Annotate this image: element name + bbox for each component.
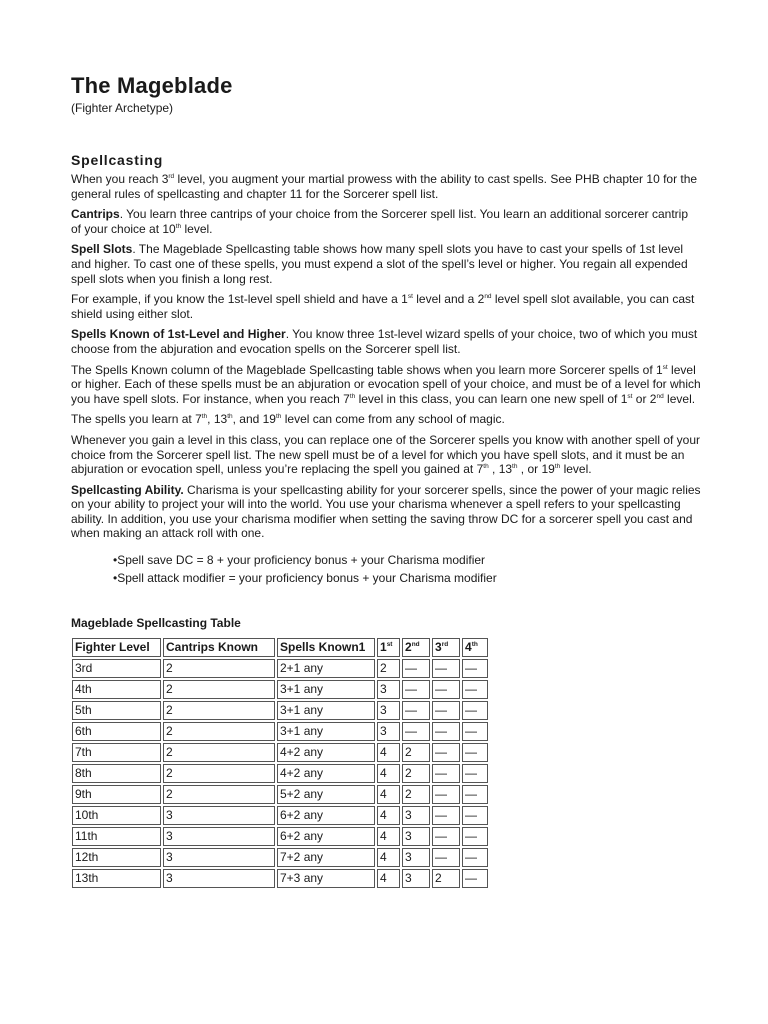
cell-fighter-level: 8th [72,764,161,783]
cell-fighter-level: 3rd [72,659,161,678]
cell-slot-4th: — [462,701,488,720]
cell-spells-known: 3+1 any [277,680,375,699]
header-slot-2nd: 2nd [402,638,430,657]
cell-fighter-level: 5th [72,701,161,720]
cell-slot-4th: — [462,680,488,699]
page-subtitle: (Fighter Archetype) [71,101,174,115]
table-row [72,659,488,678]
cell-slot-1st: 3 [377,701,400,720]
replace-paragraph: Whenever you gain a level in this class, you can replace one of the Sorcerer spells you know with another spell of your choice from the Sorcerer spell list. The new spell must be of a level for which you have spell slots, and it must be an abjuration or evocation spell, unless you’re replacing the spell you gained at 7th , 13th , or 19th level. [71,432,701,477]
cell-slot-1st: 4 [377,785,400,804]
cell-slot-2nd: 2 [402,764,430,783]
cell-spells-known: 6+2 any [277,827,375,846]
cell-spells-known: 4+2 any [277,743,375,762]
cell-slot-2nd: — [402,680,430,699]
cell-cantrips-known: 2 [163,659,275,678]
spellcasting-ability-label: Spellcasting Ability. [71,482,184,497]
example-paragraph: For example, if you know the 1st-level spell shield and have a 1st level and a 2nd level spell slot available, you can cast shield using either slot. [71,292,695,321]
cell-slot-3rd: — [432,785,460,804]
header-spells-known: Spells Known1 [277,638,375,657]
cell-slot-2nd: 3 [402,848,430,867]
spellcasting-ability-paragraph: Spellcasting Ability. Charisma is your spellcasting ability for your sorcerer spells, since the power of your magic relies on your ability to project your will into the world. You use your charisma whenever a spell refers to your spellcasting ability. In addition, you use your charisma modifier when setting the saving throw DC for a sorcerer spell you cast and when making an attack roll with one. [71,482,701,541]
cell-slot-2nd: — [402,659,430,678]
cell-cantrips-known: 2 [163,785,275,804]
cell-slot-1st: 4 [377,827,400,846]
cell-spells-known: 3+1 any [277,722,375,741]
table-header-row [72,638,488,657]
intro-paragraph: When you reach 3rd level, you augment your martial prowess with the ability to cast spells. See PHB chapter 10 for the general rules of spellcasting and chapter 11 for the Sorcerer spell list. [71,172,698,201]
cell-slot-2nd: 3 [402,869,430,888]
cell-slot-2nd: 3 [402,827,430,846]
cell-slot-4th: — [462,743,488,762]
table-row [72,848,488,867]
cell-slot-1st: 4 [377,869,400,888]
cell-spells-known: 3+1 any [277,701,375,720]
table-row [72,785,488,804]
cell-cantrips-known: 3 [163,869,275,888]
table-row [72,743,488,762]
cell-slot-2nd: 2 [402,743,430,762]
cell-cantrips-known: 2 [163,722,275,741]
list-item-save-dc: •Spell save DC = 8 + your proficiency bonus + your Charisma modifier [113,553,486,568]
cell-slot-2nd: 3 [402,806,430,825]
header-cantrips-known: Cantrips Known [163,638,275,657]
cell-spells-known: 7+3 any [277,869,375,888]
cell-slot-4th: — [462,764,488,783]
cell-slot-2nd: — [402,701,430,720]
cantrips-label: Cantrips [71,207,120,222]
spellcasting-table [70,636,490,890]
cell-cantrips-known: 3 [163,827,275,846]
table-row [72,869,488,888]
spells-known-column-paragraph: The Spells Known column of the Mageblade Spellcasting table shows when you learn more Sorcerer spells of 1st level or higher. Each of these spells must be an abjuration or evocation spell of your choice, and must be of a level for which you have spell slots. For instance, when you reach 7th level in this class, you can learn one new spell of 1st or 2nd level. [71,362,701,406]
table-title: Mageblade Spellcasting Table [71,615,241,630]
list-item-attack-modifier: •Spell attack modifier = your proficiency bonus + your Charisma modifier [113,571,497,586]
cell-spells-known: 4+2 any [277,764,375,783]
cell-spells-known: 6+2 any [277,806,375,825]
cell-slot-3rd: — [432,743,460,762]
cell-fighter-level: 11th [72,827,161,846]
cell-slot-1st: 4 [377,764,400,783]
cell-spells-known: 7+2 any [277,848,375,867]
document-page [71,72,701,890]
cell-slot-3rd: — [432,764,460,783]
cell-cantrips-known: 2 [163,743,275,762]
cell-fighter-level: 9th [72,785,161,804]
cell-cantrips-known: 3 [163,806,275,825]
table-row [72,806,488,825]
cell-slot-1st: 3 [377,722,400,741]
cell-slot-3rd: — [432,701,460,720]
cell-slot-3rd: — [432,827,460,846]
cell-slot-1st: 4 [377,848,400,867]
cell-slot-1st: 4 [377,806,400,825]
cell-spells-known: 2+1 any [277,659,375,678]
cell-cantrips-known: 2 [163,680,275,699]
spell-slots-paragraph: Spell Slots. The Mageblade Spellcasting table shows how many spell slots you have to cast your spells of 1st level and higher. To cast one of these spells, you must expend a slot of the spell’s level or higher. You regain all expended spell slots when you finish a long rest. [71,242,688,286]
cell-slot-4th: — [462,869,488,888]
cell-slot-1st: 4 [377,743,400,762]
table-row [72,722,488,741]
cell-slot-3rd: — [432,680,460,699]
cell-slot-4th: — [462,806,488,825]
cell-slot-3rd: — [432,659,460,678]
cell-slot-1st: 3 [377,680,400,699]
spell-slots-label: Spell Slots [71,242,133,257]
spells-known-paragraph: Spells Known of 1st-Level and Higher. You know three 1st-level wizard spells of your choice, two of which you must choose from the abjuration and evocation spells on the Sorcerer spell list. [71,327,698,356]
header-slot-1st: 1st [377,638,400,657]
cell-slot-4th: — [462,827,488,846]
header-fighter-level: Fighter Level [72,638,161,657]
table-row [72,827,488,846]
cell-slot-3rd: — [432,848,460,867]
cell-fighter-level: 7th [72,743,161,762]
cell-fighter-level: 10th [72,806,161,825]
section-heading-spellcasting: Spellcasting [71,152,164,168]
cell-cantrips-known: 3 [163,848,275,867]
cell-slot-4th: — [462,785,488,804]
cell-spells-known: 5+2 any [277,785,375,804]
cell-slot-3rd: — [432,806,460,825]
cell-cantrips-known: 2 [163,764,275,783]
cell-slot-3rd: — [432,722,460,741]
cell-fighter-level: 13th [72,869,161,888]
header-slot-3rd: 3rd [432,638,460,657]
cell-slot-2nd: 2 [402,785,430,804]
cell-fighter-level: 6th [72,722,161,741]
cell-slot-4th: — [462,659,488,678]
cell-slot-3rd: 2 [432,869,460,888]
cell-slot-4th: — [462,848,488,867]
cell-slot-4th: — [462,722,488,741]
table-row [72,701,488,720]
cantrips-paragraph: Cantrips. You learn three cantrips of your choice from the Sorcerer spell list. You learn an additional sorcerer cantrip of your choice at 10th level. [71,207,688,236]
cell-cantrips-known: 2 [163,701,275,720]
formula-list [113,553,701,586]
table-row [72,680,488,699]
any-school-paragraph: The spells you learn at 7th, 13th, and 19th level can come from any school of magic. [71,412,505,427]
cell-slot-1st: 2 [377,659,400,678]
page-title: The Mageblade [71,73,233,98]
cell-fighter-level: 4th [72,680,161,699]
cell-slot-2nd: — [402,722,430,741]
header-slot-4th: 4th [462,638,488,657]
spells-known-label: Spells Known of 1st-Level and Higher [71,327,286,342]
cell-fighter-level: 12th [72,848,161,867]
table-row [72,764,488,783]
